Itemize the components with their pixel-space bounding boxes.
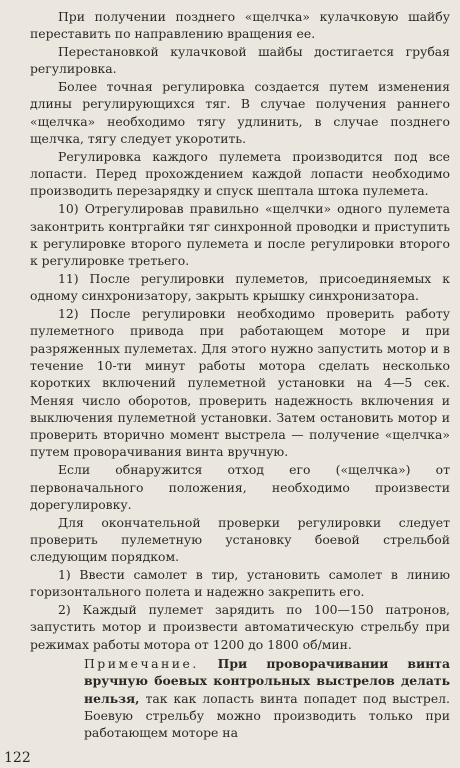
- note-bold-text: При проворачивании винта вручную боевых контрольных выстрелов делать нельзя,: [84, 655, 450, 706]
- note-rest-text: так как лопасть винта попадет под выстрел. Боевую стрельбу можно производить только при работающем моторе на: [84, 690, 450, 741]
- paragraph-final-check: Для окончательной проверки регулировки следует проверить пулеметную установку боевой стрельбой следующим порядком.: [30, 514, 450, 565]
- paragraph-step-12: 12) После регулировки необходимо проверить работу пулеметного привода при работающем моторе и при разряженных пулеметах. Для этого нужно запустить мотор и в течение 10-ти минут работы мотора сделать несколько коротких включений пулеметной установки на 4—5 сек. Меняя число оборотов, проверить надежность включения и выключения пулеметной установки. Затем остановить мотор и проверить вторично момент выстрела — получение «щелчка» путем проворачивания винта вручную.: [30, 306, 450, 460]
- paragraph-step-10: 10) Отрегулировав правильно «щелчки» одного пулемета законтрить контргайки тяг синхронной проводки и приступить к регулировке второго пулемета и после регулировки второго к регулировке третьего.: [30, 201, 450, 269]
- paragraph-coarse-adjustment: Перестановкой кулачковой шайбы достигается грубая регулировка.: [30, 44, 450, 77]
- page-number: 122: [4, 750, 31, 766]
- paragraph-fine-adjustment: Более точная регулировка создается путем изменения длины регулирующихся тяг. В случае получения раннего «щелчка» необходимо тягу удлинить, в случае позднего щелчка, тягу следует укоротить.: [30, 79, 450, 147]
- paragraph-check-step-1: 1) Ввести самолет в тир, установить самолет в линию горизонтального полета и надежно закрепить его.: [30, 567, 450, 600]
- paragraph-each-blade: Регулировка каждого пулемета производится под все лопасти. Перед прохождением каждой лопасти необходимо производить перезарядку и спуск шептала штока пулемета.: [30, 148, 450, 199]
- paragraph-late-click: При получении позднего «щелчка» кулачковую шайбу переставить по направлению вращения ее.: [30, 9, 450, 42]
- text-body: [30, 8, 450, 741]
- paragraph-step-11: 11) После регулировки пулеметов, присоединяемых к одному синхронизатору, закрыть крышку синхронизатора.: [30, 270, 450, 304]
- note-label: Примечание.: [84, 655, 199, 671]
- paragraph-check-step-2: 2) Каждый пулемет зарядить по 100—150 патронов, запустить мотор и произвести автоматическую стрельбу при режимах работы мотора от 1200 до 1800 об/мин.: [30, 602, 450, 652]
- paragraph-readjustment: Если обнаружится отход его («щелчка») от первоначального положения, необходимо произвести дорегулировку.: [30, 462, 450, 512]
- note-block: [30, 655, 450, 741]
